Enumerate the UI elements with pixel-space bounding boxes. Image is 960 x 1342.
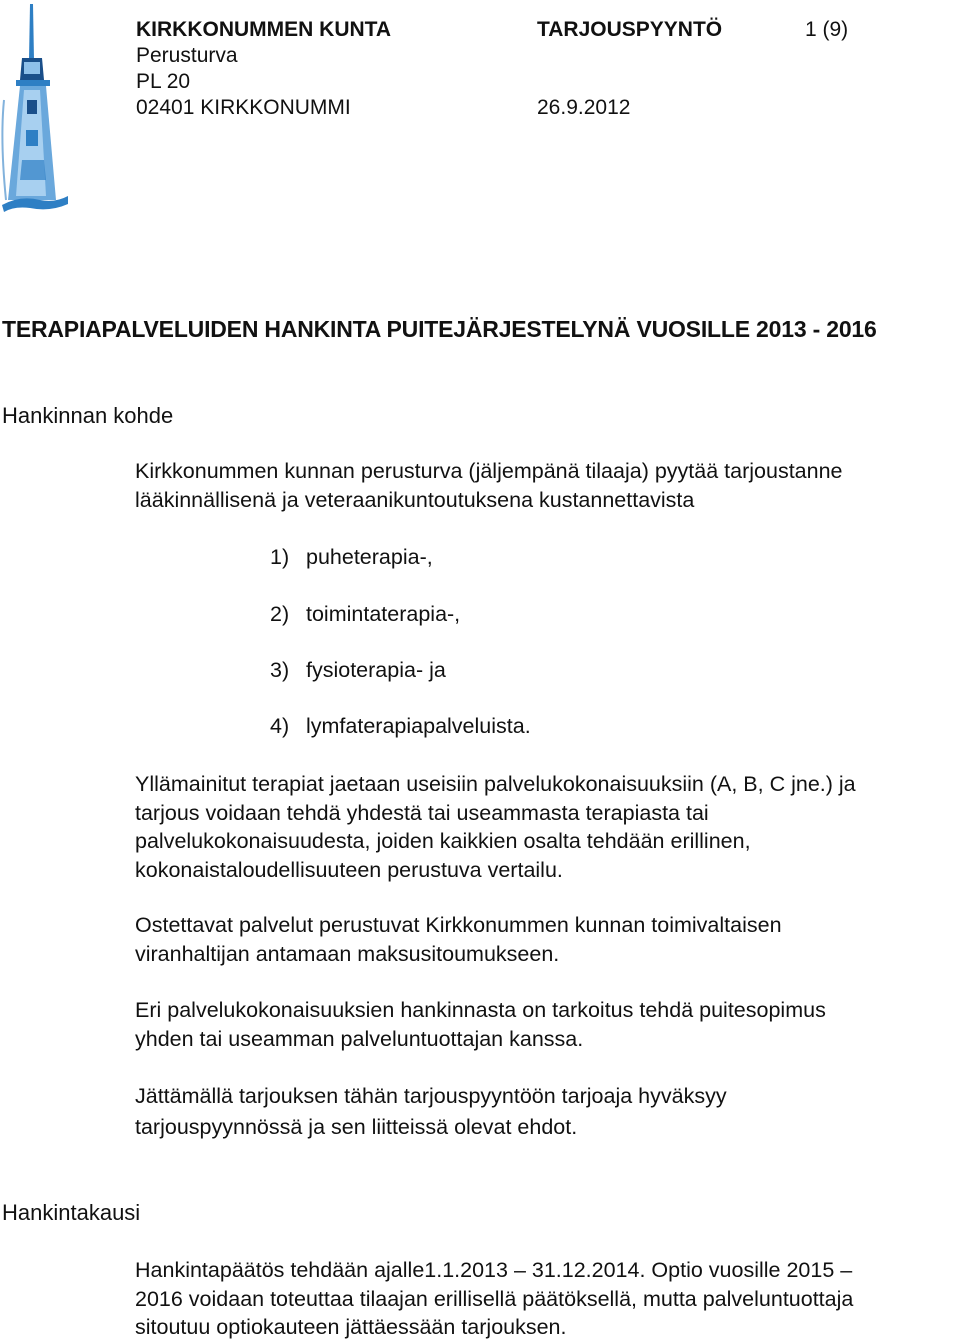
text-line: tarjous voidaan tehdä yhdestä tai useammasta terapiasta tai <box>135 800 709 825</box>
list-item <box>270 602 460 627</box>
text-line: Kirkkonummen kunnan perusturva (jäljempänä tilaaja) pyytää tarjoustanne <box>135 459 843 483</box>
list-number: 1) <box>270 545 290 569</box>
page-title: TERAPIAPALVELUIDEN HANKINTA PUITEJÄRJESTELYNÄ VUOSILLE 2013 - 2016 <box>2 316 877 342</box>
list-text: toimintaterapia-, <box>306 602 461 626</box>
text-line: Ostettavat palvelut perustuvat Kirkkonummen kunnan toimivaltaisen <box>135 913 782 937</box>
paragraph-framework-agreement <box>135 996 826 1053</box>
text-line: 2016 voidaan toteuttaa tilaajan erillisellä päätöksellä, mutta palveluntuottaja <box>135 1286 854 1311</box>
paragraph-service-packages <box>135 770 856 884</box>
paragraph-procurement-period <box>135 1256 853 1342</box>
text-line: viranhaltijan antamaan maksusitoumukseen. <box>135 941 560 966</box>
list-text: lymfaterapiapalveluista. <box>306 714 531 738</box>
text-line: Yllämainitut terapiat jaetaan useisiin palvelukokonaisuuksiin (A, B, C jne.) ja <box>135 772 856 796</box>
text-line: Jättämällä tarjouksen tähän tarjouspyyntöön tarjoaja hyväksyy <box>135 1084 727 1108</box>
text-line: Hankintapäätös tehdään ajalle1.1.2013 – 31.12.2014. Optio vuosille 2015 – <box>135 1258 853 1282</box>
document-type: TARJOUSPYYNTÖ <box>537 18 723 41</box>
list-item <box>270 714 531 739</box>
section-heading-hankinnan-kohde: Hankinnan kohde <box>2 403 174 428</box>
intro-paragraph <box>135 457 843 514</box>
po-box: PL 20 <box>136 70 191 93</box>
text-line: Eri palvelukokonaisuuksien hankinnasta on tarkoitus tehdä puitesopimus <box>135 998 826 1022</box>
list-text: fysioterapia- ja <box>306 658 446 682</box>
paragraph-acceptance <box>135 1081 727 1143</box>
list-number: 4) <box>270 714 290 738</box>
text-line: tarjouspyynnössä ja sen liitteissä olevat ehdot. <box>135 1115 578 1139</box>
list-item <box>270 545 433 570</box>
department: Perusturva <box>136 44 238 67</box>
document-date: 26.9.2012 <box>537 96 631 119</box>
text-line: kokonaistaloudellisuuteen perustuva vertailu. <box>135 857 563 882</box>
list-item <box>270 658 446 683</box>
org-name: KIRKKONUMMEN KUNTA <box>136 18 392 41</box>
lighthouse-logo-icon <box>0 0 72 215</box>
postal-address: 02401 KIRKKONUMMI <box>136 96 351 119</box>
list-number: 3) <box>270 658 290 682</box>
text-line: palvelukokonaisuudesta, joiden kaikkien osalta tehdään erillinen, <box>135 829 751 853</box>
text-line: yhden tai useamman palveluntuottajan kanssa. <box>135 1026 584 1051</box>
text-line: sitoutuu optiokauteen jättäessään tarjouksen. <box>135 1315 567 1339</box>
list-number: 2) <box>270 602 290 626</box>
page-number: 1 (9) <box>805 18 849 41</box>
list-text: puheterapia-, <box>306 545 433 569</box>
section-heading-hankintakausi: Hankintakausi <box>2 1200 141 1225</box>
text-line: lääkinnällisenä ja veteraanikuntoutuksena kustannettavista <box>135 487 695 512</box>
paragraph-payment-commitment <box>135 911 782 968</box>
